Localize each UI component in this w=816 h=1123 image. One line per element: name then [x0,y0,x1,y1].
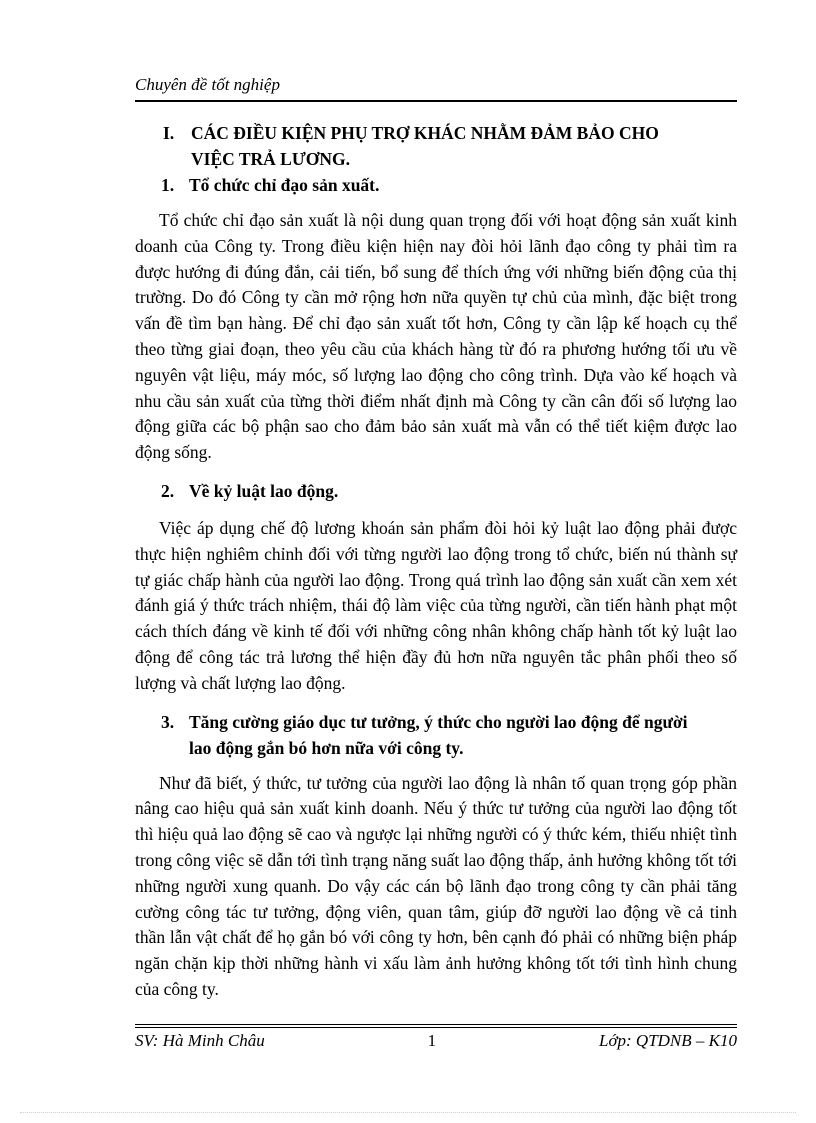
paragraph-2-text: Việc áp dụng chế độ lương khoán sản phẩm đòi hỏi kỷ luật lao động phải được thực hiện nghiêm chỉnh đối với từng người lao động trong tổ chức, biến nú thành sự tự giác chấp hành của người lao động. Trong quá trình lao động sản xuất cần xem xét đánh giá ý thức trách nhiệm, thái độ làm việc của từng người, cần tiến hành phạt một cách thích đáng về kinh tế đối với những công nhân không chấp hành tốt kỷ luật lao động để công tác trả lương thể hiện đầy đủ hơn nữa nguyên tắc phân phối theo số lượng và chất lượng lao động. [135,517,737,693]
subsection-heading-3 [135,709,737,735]
page-header [135,74,737,102]
page-footer [135,1024,737,1052]
subsection-title: Về kỷ luật lao động. [189,480,339,501]
document-body [135,120,737,1003]
page-number: 1 [427,1031,437,1050]
section-title-line1: CÁC ĐIỀU KIỆN PHỤ TRỢ KHÁC NHẰM ĐẢM BẢO CHO [191,123,659,143]
subsection-title: Tổ chức chỉ đạo sản xuất. [189,175,380,195]
header-title: Chuyên đề tốt nghiệp [135,75,280,94]
paragraph-2 [135,516,737,697]
subsection-title-cont: lao động gắn bó hơn nữa với công ty. [189,737,464,758]
paragraph-1-text: Tổ chức chỉ đạo sản xuất là nội dung quan trọng đối với hoạt động sản xuất kinh doanh của Công ty. Trong điều kiện hiện nay đòi hỏi lãnh đạo công ty phải tìm ra được hướng đi đúng đắn, cải tiến, bổ sung để thích ứng với những biến động của thị trường. Do đó Công ty cần mở rộng hơn nữa quyền tự chủ của mình, đặc biệt trong vấn đề tìm bạn hàng. Để chỉ đạo sản xuất tốt hơn, Công ty cần lập kế hoạch cụ thể theo từng giai đoạn, theo yêu cầu của khách hàng từ đó ra phương hướng tối ưu về nguyên vật liệu, máy móc, số lượng lao động cho công trình. Dựa vào kế hoạch và nhu cầu sản xuất của từng thời điểm nhất định mà Công ty cần cân đối số lượng lao động giữa các bộ phận sao cho đảm bảo sản xuất mà vẫn có thể tiết kiệm được lao động sống. [135,210,737,463]
subsection-heading-2 [135,478,737,504]
subsection-title: Tăng cường giáo dục tư tưởng, ý thức cho người lao động để người [189,711,688,732]
subsection-number: 3. [161,711,175,732]
footer-student: SV: Hà Minh Châu [135,1031,265,1050]
paragraph-3 [135,771,737,1003]
subsection-number: 2. [161,480,175,501]
section-heading-cont [135,146,737,172]
footer-class: Lớp: QTDNB – K10 [598,1031,737,1050]
paragraph-3-text: Như đã biết, ý thức, tư tưởng của người lao động là nhân tố quan trọng góp phần nâng cao hiệu quả sản xuất kinh doanh. Nếu ý thức tư tưởng của người lao động tốt thì hiệu quả lao động sẽ cao và ngược lại những người có ý thức kém, thiếu nhiệt tình trong công việc sẽ dẫn tới tình trạng năng suất lao động thấp, ảnh hưởng không tốt tới những người xung quanh. Do vậy các cán bộ lãnh đạo trong công ty cần phải tăng cường công tác tư tưởng, động viên, quan tâm, giúp đỡ người lao động về cả tinh thần lẫn vật chất để họ gắn bó với công ty hơn, bên cạnh đó phải có những biện pháp ngăn chặn kịp thời những hành vi xấu làm ảnh hưởng không tốt tới tình hình chung của công ty. [135,772,737,999]
page-bottom-divider [20,1112,796,1113]
subsection-heading-1 [135,172,737,198]
paragraph-1 [135,208,737,466]
subsection-number: 1. [161,175,175,195]
section-heading [135,120,737,146]
section-number: I. [163,123,175,143]
section-title-line2: VIỆC TRẢ LƯƠNG. [191,149,350,169]
